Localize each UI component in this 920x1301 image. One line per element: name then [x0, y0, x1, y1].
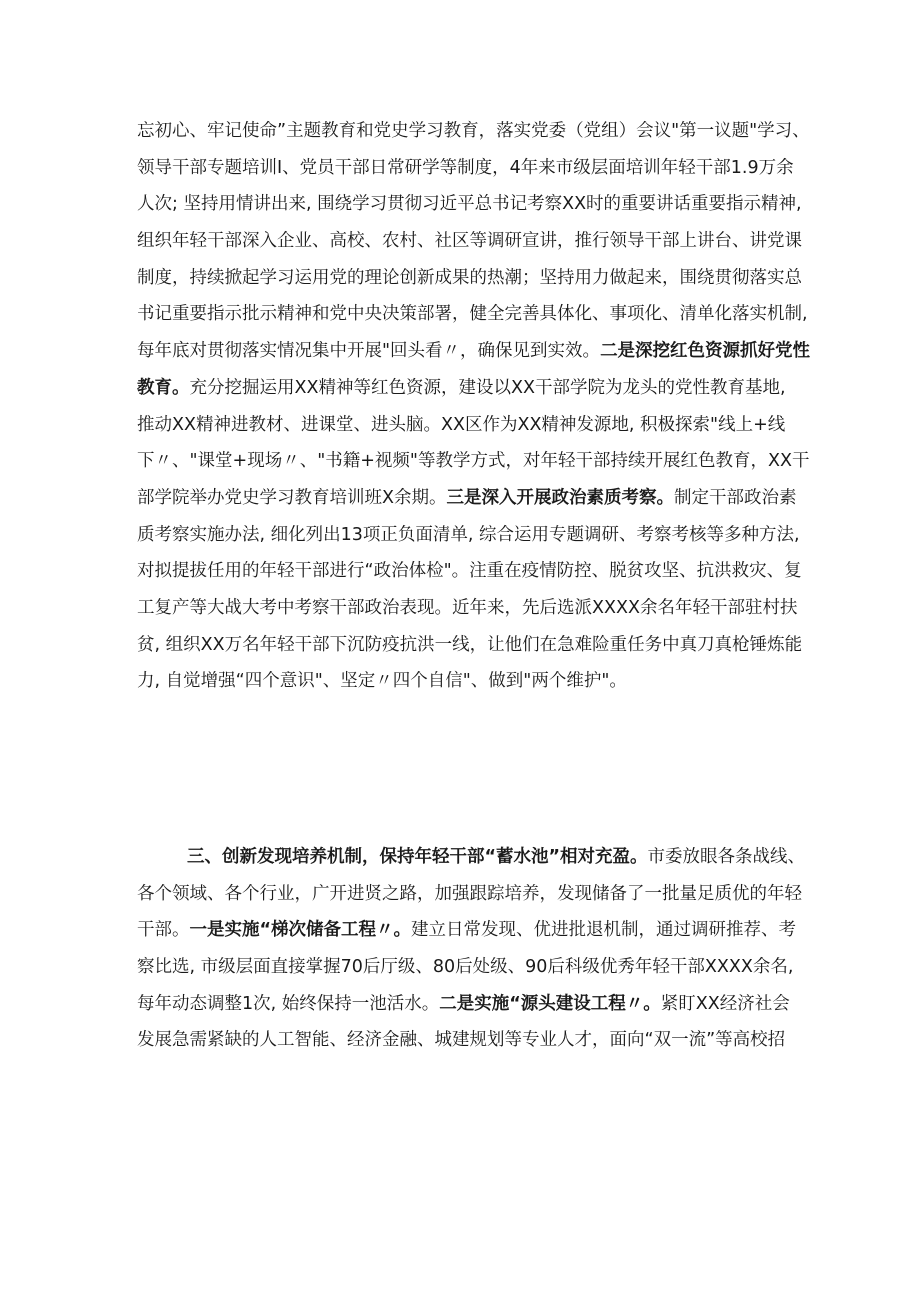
text-segment: 建立日常发现、优进批退机制，通过调研推荐、考: [411, 920, 797, 941]
text-line: [137, 186, 802, 223]
bold-text-segment: 三是深入开展政治素质考察。: [446, 487, 674, 508]
text-line: [137, 260, 802, 297]
bold-text-segment: 二是实施“源头建设工程〃。: [439, 993, 661, 1014]
text-line: [137, 1022, 789, 1059]
text-line: [137, 912, 797, 949]
text-line: [137, 333, 811, 370]
text-segment: 组织年轻干部深入企业、高校、农村、社区等调研宣讲，推行领导干部上讲台、讲党课: [137, 231, 802, 252]
text-segment: 充分挖掘运用XX精神等红色资源，建设以XX干部学院为龙头的党性教育基地,: [189, 377, 786, 398]
text-line: [137, 949, 794, 986]
text-line: [137, 407, 789, 444]
text-line: [137, 370, 789, 407]
bold-text-segment: 教育。: [137, 377, 190, 398]
text-segment: 发展急需紧缺的人工智能、经济金融、城建规划等专业人才，面向“双一流”等高校招: [137, 1030, 786, 1051]
text-line: [137, 113, 810, 150]
text-segment: 领导干部专题培训I、党员干部日常研学等制度，4年来市级层面培训年轻干部1.9万余: [137, 157, 794, 178]
text-line: [137, 839, 806, 876]
text-segment: 紧盯XX经济社会: [660, 993, 790, 1014]
text-line: [137, 223, 802, 260]
text-line: [137, 627, 803, 664]
text-line: [137, 590, 798, 627]
text-segment: 贫, 组织XX万名年轻干部下沉防疫抗洪一线，让他们在急难险重任务中真刀真枪锤炼能: [137, 634, 803, 655]
text-line: [137, 480, 797, 517]
body-paragraph-2: [137, 839, 806, 1059]
text-line: [137, 517, 800, 554]
text-segment: 质考察实施办法, 细化列出13项正负面清单, 综合运用专题调研、考察考核等多种方法,: [137, 524, 800, 545]
text-segment: 对拟提拔任用的年轻干部进行“政治体检"。注重在疫情防控、脱贫攻坚、抗洪救灾、复: [137, 561, 802, 582]
text-line: [137, 986, 789, 1023]
text-line: [137, 443, 810, 480]
text-line: [137, 150, 794, 187]
bold-text-segment: 三、创新发现培养机制，保持年轻干部“蓄水池”相对充盈。: [187, 847, 648, 867]
text-segment: 力, 自觉增强“四个意识"、坚定〃四个自信"、做到"两个维护"。: [137, 671, 627, 692]
text-segment: 工复产等大战大考中考察干部政治表现。近年来，先后选派XXXX余名年轻干部驻村扶: [137, 597, 798, 618]
text-segment: 各个领域、各个行业，广开进贤之路，加强跟踪培养，发现储备了一批量足质优的年轻: [137, 883, 802, 904]
text-line: [137, 296, 808, 333]
text-segment: 干部。: [137, 920, 190, 941]
bold-text-segment: 一是实施“梯次储备工程〃。: [189, 920, 412, 941]
text-segment: 市委放眼各条战线、: [647, 847, 806, 867]
text-segment: 书记重要指示批示精神和党中央决策部署，健全完善具体化、事项化、清单化落实机制,: [137, 304, 808, 325]
text-line: [137, 553, 802, 590]
body-paragraph-1: [137, 113, 811, 700]
text-segment: 制定干部政治素: [674, 487, 797, 508]
text-segment: 下〃、"课堂+现场〃、"书籍+视频"等教学方式，对年轻干部持续开展红色教育，XX干: [137, 451, 810, 472]
text-segment: 部学院举办党史学习教育培训班X余期。: [137, 487, 447, 508]
text-segment: 每年动态调整1次, 始终保持一池活水。: [137, 993, 440, 1014]
text-segment: 人次; 坚持用情讲出来, 围绕学习贯彻习近平总书记考察XX时的重要讲话重要指示精神,: [137, 194, 802, 215]
text-line: [137, 876, 802, 913]
text-line: [137, 663, 789, 700]
text-segment: 每年底对贯彻落实情况集中开展"回头看〃，确保见到实效。: [137, 341, 601, 362]
text-segment: 忘初心、牢记使命”主题教育和党史学习教育，落实党委（党组）会议"第一议题"学习、: [137, 121, 810, 141]
text-segment: 察比选, 市级层面直接掌握70后厅级、80后处级、90后科级优秀年轻干部XXXX余名,: [137, 957, 794, 978]
bold-text-segment: 二是深挖红色资源抓好党性: [600, 341, 811, 362]
text-segment: 制度，持续掀起学习运用党的理论创新成果的热潮；坚持用力做起来，围绕贯彻落实总: [137, 267, 802, 288]
text-segment: 推动XX精神进教材、进课堂、进头脑。XX区作为XX精神发源地, 积极探索"线上+线: [137, 414, 786, 435]
